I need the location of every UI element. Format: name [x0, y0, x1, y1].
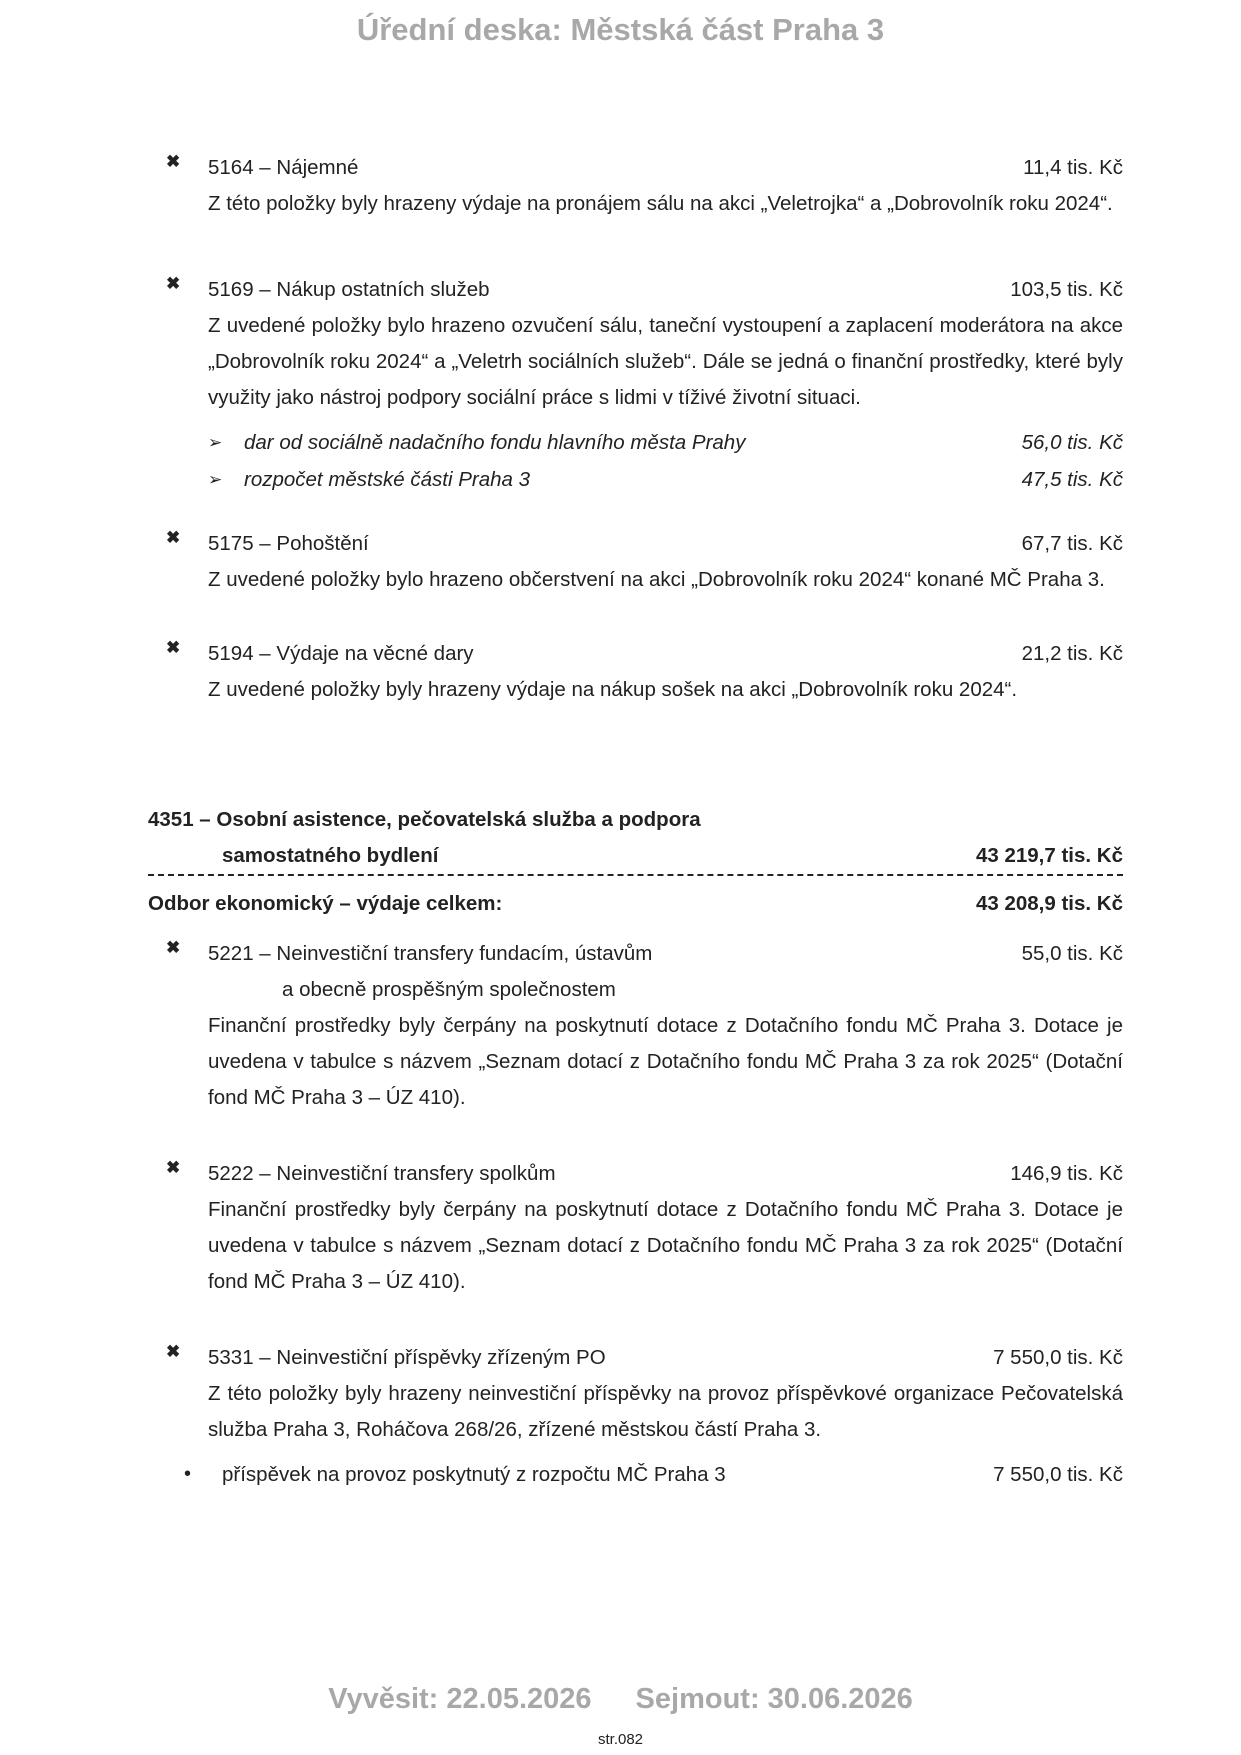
- budget-item-5222: [148, 1156, 1123, 1300]
- item-description: Z této položky byly hrazeny výdaje na pronájem sálu na akci „Veletrojka“ a „Dobrovolník roku 2024“.: [208, 192, 1113, 215]
- budget-item-5194: [148, 636, 1123, 708]
- item-amount: 11,4 tis. Kč: [1023, 156, 1123, 179]
- budget-item-5169: [148, 272, 1123, 416]
- section-total: 43 219,7 tis. Kč: [975, 844, 1123, 867]
- section-total-line: [148, 838, 1123, 876]
- item-description: Z této položky byly hrazeny neinvestiční příspěvky na provoz příspěvkové organizace Pečovatelská služba Praha 3, Roháčova 268/26, zřízené městskou částí Praha 3.: [208, 1382, 1123, 1441]
- item-amount: 67,7 tis. Kč: [1021, 532, 1123, 555]
- item-code-continued: a obecně prospěšným společnostem: [282, 978, 616, 1001]
- page-number: str.082: [597, 1731, 644, 1748]
- item-code: 5331 – Neinvestiční příspěvky zřízeným PO: [208, 1346, 606, 1369]
- funding-source-amount: 47,5 tis. Kč: [1021, 468, 1123, 491]
- cross-marker-icon: ✖: [166, 152, 181, 171]
- posting-dates-footer: [0, 1683, 1241, 1716]
- department-total-line: [148, 886, 1123, 922]
- budget-item-5164: [148, 150, 1123, 222]
- item-amount: 21,2 tis. Kč: [1021, 642, 1123, 665]
- cross-marker-icon: ✖: [166, 1158, 181, 1177]
- funding-source-label: rozpočet městské části Praha 3: [244, 468, 530, 491]
- funding-source-row: [208, 424, 1123, 461]
- item-description: Z uvedené položky bylo hrazeno ozvučení sálu, taneční vystoupení a zaplacení moderátora na akce „Dobrovolník roku 2024“ a „Veletrh sociálních služeb“. Dále se jedná o finanční prostředky, které byly využity jako nástroj podpory sociální práce s lidmi v tíživé životní situaci.: [208, 314, 1123, 409]
- cross-marker-icon: ✖: [166, 274, 181, 293]
- item-description: Finanční prostředky byly čerpány na poskytnutí dotace z Dotačního fondu MČ Praha 3. Dotace je uvedena v tabulce s názvem „Seznam dotací z Dotačního fondu MČ Praha 3 za rok 2025“ (Dotační fond MČ Praha 3 – ÚZ 410).: [208, 1014, 1123, 1109]
- item-code: 5169 – Nákup ostatních služeb: [208, 278, 490, 301]
- funding-source-amount: 56,0 tis. Kč: [1021, 431, 1123, 454]
- department-label: Odbor ekonomický – výdaje celkem:: [148, 892, 503, 915]
- post-date: Vyvěsit: 22.05.2026: [328, 1683, 592, 1715]
- item-amount: 146,9 tis. Kč: [1010, 1162, 1123, 1185]
- funding-source-row: [208, 461, 1123, 498]
- cross-marker-icon: ✖: [166, 638, 181, 657]
- item-amount: 55,0 tis. Kč: [1021, 942, 1123, 965]
- section-title-continued: samostatného bydlení: [222, 844, 439, 867]
- arrow-bullet-icon: ➢: [208, 433, 223, 452]
- cross-marker-icon: ✖: [166, 528, 181, 547]
- funding-sources-list: [148, 424, 1123, 498]
- budget-item-5221: [148, 936, 1123, 1116]
- contribution-amount: 7 550,0 tis. Kč: [993, 1463, 1123, 1486]
- funding-source-label: dar od sociálně nadačního fondu hlavního města Prahy: [244, 431, 746, 454]
- page-header-title: Úřední deska: Městská část Praha 3: [356, 12, 885, 47]
- cross-marker-icon: ✖: [166, 1342, 181, 1361]
- item-description: Z uvedené položky bylo hrazeno občerstvení na akci „Dobrovolník roku 2024“ konané MČ Praha 3.: [208, 568, 1105, 591]
- budget-item-5331: [148, 1340, 1123, 1448]
- document-body: [148, 150, 1123, 1493]
- remove-date: Sejmout: 30.06.2026: [635, 1683, 913, 1715]
- contribution-label: příspěvek na provoz poskytnutý z rozpočtu MČ Praha 3: [222, 1463, 726, 1486]
- department-total: 43 208,9 tis. Kč: [975, 892, 1123, 915]
- item-code: 5175 – Pohoštění: [208, 532, 369, 555]
- section-title: 4351 – Osobní asistence, pečovatelská služba a podpora: [148, 808, 701, 831]
- item-code: 5221 – Neinvestiční transfery fundacím, ústavům: [208, 942, 653, 965]
- cross-marker-icon: ✖: [166, 938, 181, 957]
- bullet-dot-icon: •: [184, 1463, 192, 1485]
- item-code: 5194 – Výdaje na věcné dary: [208, 642, 474, 665]
- item-description: Z uvedené položky byly hrazeny výdaje na nákup sošek na akci „Dobrovolník roku 2024“.: [208, 678, 1018, 701]
- arrow-bullet-icon: ➢: [208, 470, 223, 489]
- budget-item-5175: [148, 526, 1123, 598]
- item-code: 5222 – Neinvestiční transfery spolkům: [208, 1162, 556, 1185]
- section-4351: [148, 802, 1123, 922]
- item-amount: 7 550,0 tis. Kč: [993, 1346, 1123, 1369]
- item-code: 5164 – Nájemné: [208, 156, 359, 179]
- item-amount: 103,5 tis. Kč: [1010, 278, 1123, 301]
- contribution-row: [148, 1456, 1123, 1493]
- item-description: Finanční prostředky byly čerpány na poskytnutí dotace z Dotačního fondu MČ Praha 3. Dotace je uvedena v tabulce s názvem „Seznam dotací z Dotačního fondu MČ Praha 3 za rok 2025“ (Dotační fond MČ Praha 3 – ÚZ 410).: [208, 1198, 1123, 1293]
